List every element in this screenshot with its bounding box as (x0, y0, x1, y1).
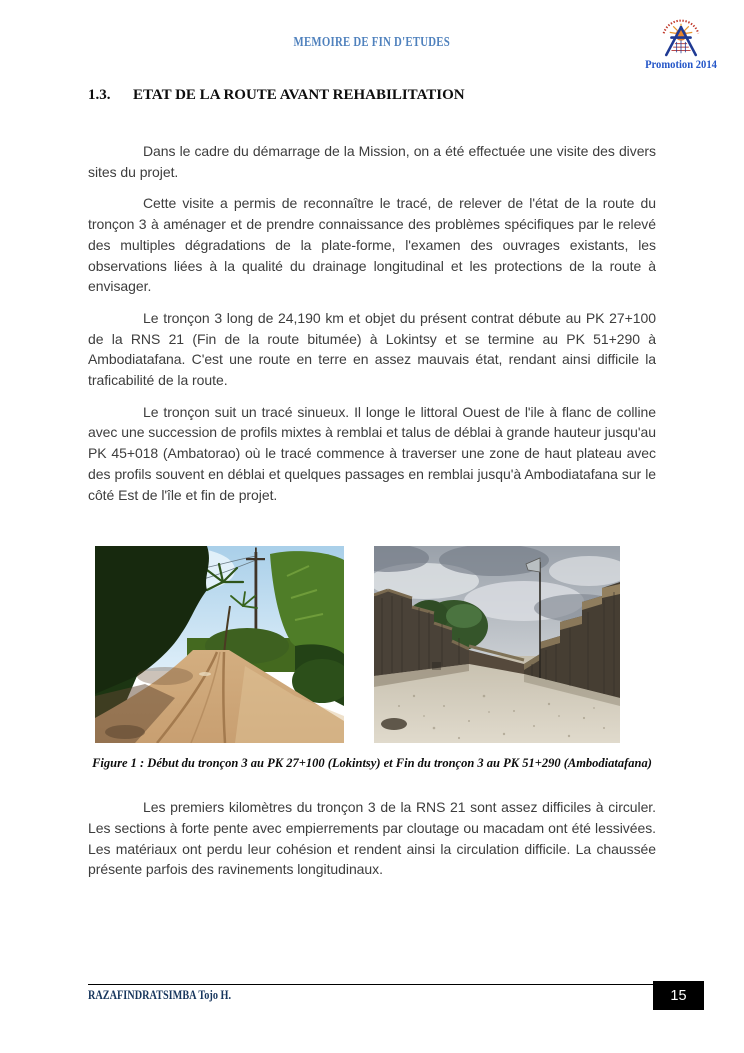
figure-caption: Figure 1 : Début du tronçon 3 au PK 27+100 (Lokintsy) et Fin du tronçon 3 au PK 51+290 (Ambodiatafana) (92, 756, 652, 771)
footer-divider (88, 984, 704, 985)
paragraph-2: Cette visite a permis de reconnaître le tracé, de relever de l'état de la route du tronçon 3 à aménager et de prendre connaissance des problèmes spécifiques par le relevé des multiples dégradations de la plate-forme, l'examen des ouvrages existants, les observations liées à la qualité du drainage longitudinal et les protections de la route à envisager. (88, 195, 656, 295)
page-header (0, 33, 744, 51)
paragraph-5: Les premiers kilomètres du tronçon 3 de la RNS 21 sont assez difficiles à circuler. Les sections à forte pente avec empierrements par cloutage ou macadam ont été lessivées. Les matériaux ont perdu leur cohésion et rendent ainsi la circulation difficile. La chaussée présente parfois des ravinements longitudinaux. (88, 799, 656, 878)
section-number: 1.3. (88, 87, 111, 103)
photo-village-ambodiatafana-image (374, 546, 620, 743)
page-number-badge (653, 981, 704, 1010)
page-content (0, 87, 744, 880)
footer-author: RAZAFINDRATSIMBA Tojo H. (88, 988, 232, 1002)
school-logo-icon (655, 12, 707, 58)
promotion-label: Promotion 2014 (645, 59, 717, 71)
section-title: ETAT DE LA ROUTE AVANT REHABILITATION (133, 87, 465, 103)
paragraph-1: Dans le cadre du démarrage de la Mission, on a été effectuée une visite des divers sites du projet. (88, 143, 656, 180)
paragraph-4: Le tronçon suit un tracé sinueux. Il longe le littoral Ouest de l'ile à flanc de colline avec une succession de profils mixtes à remblai et talus de déblai à grande hauteur jusqu'au PK 45+018 (Ambatorao) où le tracé commence à traverser une zone de haut plateau avec des profils souvent en déblai et quelques passages en remblai jusqu'à Ambodiatafana sur le côté Est de l'île et fin de projet. (88, 403, 656, 503)
running-header-title: MEMOIRE DE FIN D'ETUDES (293, 34, 451, 49)
figure-images (95, 546, 656, 743)
page-number: 15 (670, 987, 687, 1004)
photo-road-lokintsy-image (95, 546, 344, 743)
section-heading (88, 87, 656, 104)
school-logo-block (638, 12, 724, 71)
paragraph-3: Le tronçon 3 long de 24,190 km et objet du présent contrat débute au PK 27+100 de la RNS 21 (Fin de la route bitumée) à Lokintsy et se termine au PK 51+290 à Ambodiatafana. C'est une route en terre en assez mauvais état, rendant ainsi difficile la traficabilité de la route. (88, 309, 656, 389)
